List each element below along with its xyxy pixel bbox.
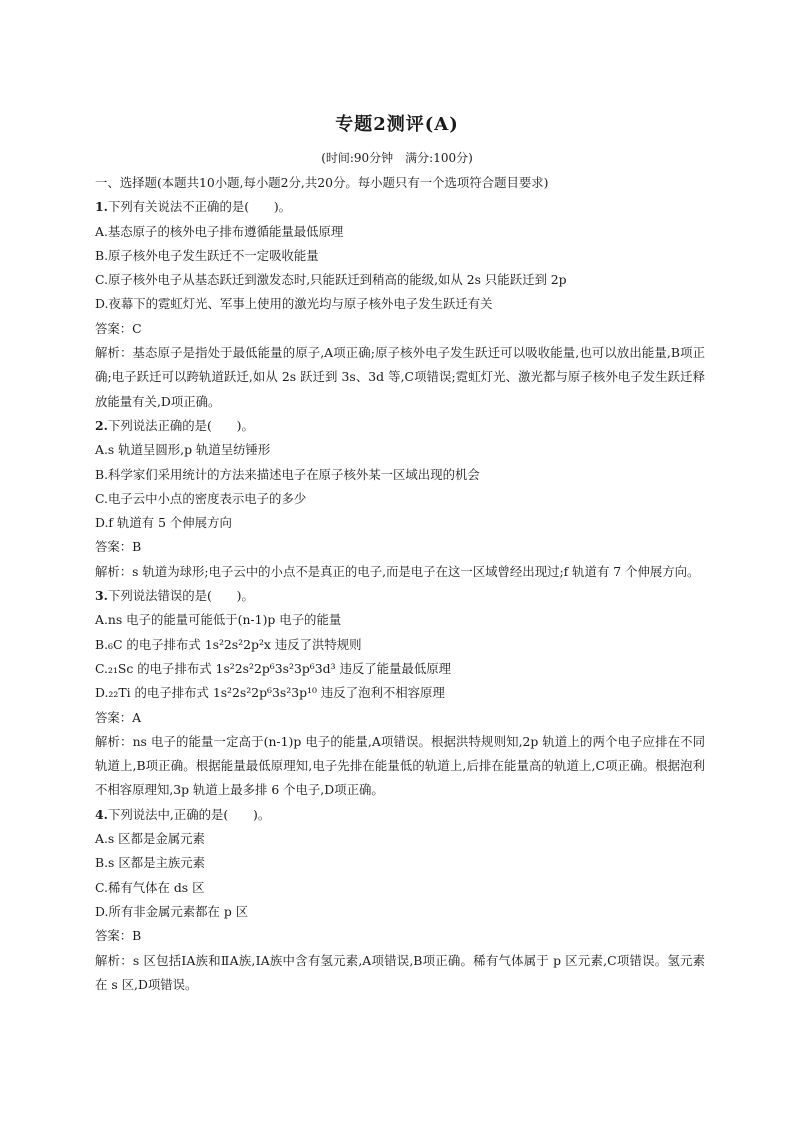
question-stem: 下列说法正确的是( )。 [107, 417, 254, 433]
answer-value: C [132, 320, 142, 336]
answer-value: B [132, 539, 142, 555]
question-4 [95, 803, 705, 827]
answer-3 [95, 706, 705, 730]
option-1d: D.夜幕下的霓虹灯光、军事上使用的激光均与原子核外电子发生跃迁有关 [95, 296, 493, 312]
option-2b: B.科学家们采用统计的方法来描述电子在原子核外某一区域出现的机会 [95, 466, 480, 482]
exam-content [95, 171, 705, 997]
question-stem: 下列有关说法不正确的是( )。 [107, 199, 292, 215]
question-stem: 下列说法中,正确的是( )。 [107, 806, 271, 822]
question-3 [95, 584, 705, 608]
option-4a: A.s 区都是金属元素 [95, 831, 205, 847]
question-2 [95, 414, 705, 438]
explain-label: 解析： [95, 563, 133, 579]
question-1 [95, 195, 705, 219]
answer-1 [95, 317, 705, 341]
explain-text: 基态原子是指处于最低能量的原子,A项正确;原子核外电子发生跃迁可以吸收能量,也可以放出能量,B项正确;电子跃迁可以跨轨道跃迁,如从 2s 跃迁到 3s、3d 等,C项错误;霓虹灯光、激光都与原子核外电子发生跃迁释放能量有关,D项正确。 [95, 345, 706, 409]
explain-2 [95, 560, 705, 584]
question-number: 2. [95, 417, 108, 433]
answer-value: A [132, 709, 142, 725]
answer-2 [95, 535, 705, 559]
explain-label: 解析： [95, 345, 133, 361]
answer-value: B [132, 928, 142, 944]
explain-text: s 区包括ⅠA族和ⅡA族,ⅠA族中含有氢元素,A项错误,B项正确。稀有气体属于 p 区元素,C项错误。氢元素在 s 区,D项错误。 [95, 952, 706, 992]
option-3a: A.ns 电子的能量可能低于(n-1)p 电子的能量 [95, 612, 342, 628]
answer-4 [95, 924, 705, 948]
explain-4 [95, 949, 705, 998]
answer-label: 答案： [95, 709, 133, 725]
option-4d: D.所有非金属元素都在 p 区 [95, 903, 249, 919]
option-1c: C.原子核外电子从基态跃迁到激发态时,只能跃迁到稍高的能级,如从 2s 只能跃迁到 2p [95, 272, 567, 288]
section-heading: 一、选择题(本题共10小题,每小题2分,共20分。每小题只有一个选项符合题目要求) [95, 175, 549, 190]
answer-label: 答案： [95, 320, 133, 336]
explain-3 [95, 730, 705, 803]
option-3d: D.₂₂Ti 的电子排布式 1s²2s²2p⁶3s²3p¹⁰ 违反了泡利不相容原理 [95, 685, 445, 701]
option-2c: C.电子云中小点的密度表示电子的多少 [95, 490, 307, 506]
explain-label: 解析： [95, 952, 133, 968]
option-3c: C.₂₁Sc 的电子排布式 1s²2s²2p⁶3s²3p⁶3d³ 违反了能量最低原理 [95, 660, 451, 676]
option-4b: B.s 区都是主族元素 [95, 855, 206, 871]
answer-label: 答案： [95, 539, 133, 555]
option-3b: B.₆C 的电子排布式 1s²2s²2p²x 违反了洪特规则 [95, 636, 362, 652]
question-stem: 下列说法错误的是( )。 [107, 588, 254, 604]
question-number: 1. [95, 199, 108, 215]
option-1a: A.基态原子的核外电子排布遵循能量最低原理 [95, 223, 344, 239]
page-title: 专题2测评(A) [335, 114, 459, 135]
answer-label: 答案： [95, 928, 133, 944]
explain-label: 解析： [95, 733, 133, 749]
explain-text: ns 电子的能量一定高于(n-1)p 电子的能量,A项错误。根据洪特规则知,2p 轨道上的两个电子应排在不同轨道上,B项正确。根据能量最低原理知,电子先排在能量低的轨道上,后排在能量高的轨道上,C项正确。根据泡利不相容原理知,3p 轨道上最多排 6 个电子,D项正确。 [95, 733, 706, 798]
question-number: 4. [95, 806, 108, 822]
explain-text: s 轨道为球形;电子云中的小点不是真正的电子,而是电子在这一区域曾经出现过;f 轨道有 7 个伸展方向。 [132, 563, 700, 579]
option-2a: A.s 轨道呈圆形,p 轨道呈纺锤形 [95, 442, 271, 458]
option-2d: D.f 轨道有 5 个伸展方向 [95, 515, 232, 531]
option-1b: B.原子核外电子发生跃迁不一定吸收能量 [95, 247, 319, 263]
exam-info: (时间:90分钟 满分:100分) [321, 151, 473, 165]
question-number: 3. [95, 588, 108, 604]
explain-1 [95, 341, 705, 414]
option-4c: C.稀有气体在 ds 区 [95, 879, 205, 895]
